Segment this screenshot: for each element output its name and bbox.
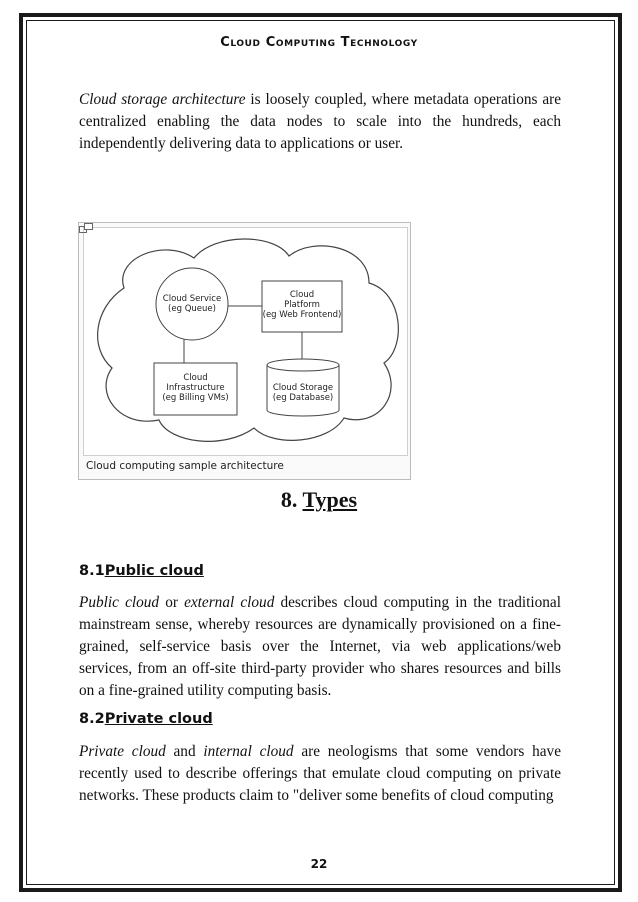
platform-label-line2: Platform xyxy=(284,300,320,310)
cloud-diagram xyxy=(84,228,407,455)
subheading-public-cloud xyxy=(79,563,204,579)
public-cloud-paragraph xyxy=(79,592,561,702)
public-cloud-term: Public cloud xyxy=(79,594,160,611)
public-cloud-text: describes cloud computing in the traditional mainstream sense, whereby resources are dynamically provisioned on a fine-grained, self-service basis over the Internet, via web applications/web services, from an off-site third-party provider who shares resources and bills on a fine-grained utility computing basis. xyxy=(79,594,561,699)
infra-label-line2: Infrastructure xyxy=(166,383,225,393)
figure-caption: Cloud computing sample architecture xyxy=(86,460,284,472)
subheading-number: 8.2 xyxy=(79,711,105,727)
public-cloud-conj: or xyxy=(159,594,185,611)
external-cloud-term: external cloud xyxy=(184,594,275,611)
intro-text: is loosely coupled, where metadata operations are centralized enabling the data nodes to scale into the hundreds, each independently delivering data to applications or user. xyxy=(79,91,561,152)
section-title-link[interactable]: Types xyxy=(302,487,358,512)
infrastructure-node-label xyxy=(154,373,237,403)
service-label-line1: Cloud Service xyxy=(162,294,222,304)
internal-cloud-term: internal cloud xyxy=(203,743,294,760)
intro-term: Cloud storage architecture xyxy=(79,91,246,108)
private-cloud-link[interactable]: Private cloud xyxy=(104,711,213,727)
cloud-outline xyxy=(98,239,399,441)
public-cloud-link[interactable]: Public cloud xyxy=(104,563,204,579)
subheading-number: 8.1 xyxy=(79,563,105,579)
private-cloud-text: are neologisms that some vendors have recently used to describe offerings that emulate cloud computing on private networks. These products claim to "deliver some benefits of cloud computing xyxy=(79,743,561,804)
platform-label-line3: (eg Web Frontend) xyxy=(262,310,342,320)
storage-label-line2: (eg Database) xyxy=(272,393,334,403)
service-node-label xyxy=(160,294,224,314)
subheading-private-cloud xyxy=(79,711,213,727)
storage-node-top xyxy=(267,359,339,371)
enlarge-icon[interactable] xyxy=(79,223,93,233)
private-cloud-conj: and xyxy=(165,743,204,760)
section-number: 8. xyxy=(280,487,303,512)
page-number: 22 xyxy=(310,857,328,871)
architecture-figure xyxy=(78,222,411,480)
infra-label-line1: Cloud xyxy=(183,373,208,383)
platform-label-line1: Cloud xyxy=(289,290,315,300)
running-header: Cloud Computing Technology xyxy=(220,35,418,50)
figure-image-area xyxy=(83,227,408,456)
storage-node-label xyxy=(267,383,339,403)
infra-label-line3: (eg Billing VMs) xyxy=(162,393,229,403)
intro-paragraph xyxy=(79,89,561,155)
private-cloud-term: Private cloud xyxy=(79,743,166,760)
section-heading xyxy=(0,487,638,513)
storage-label-line1: Cloud Storage xyxy=(272,383,334,393)
private-cloud-paragraph xyxy=(79,741,561,807)
service-label-line2: (eg Queue) xyxy=(168,304,216,314)
platform-node-label xyxy=(262,290,342,320)
